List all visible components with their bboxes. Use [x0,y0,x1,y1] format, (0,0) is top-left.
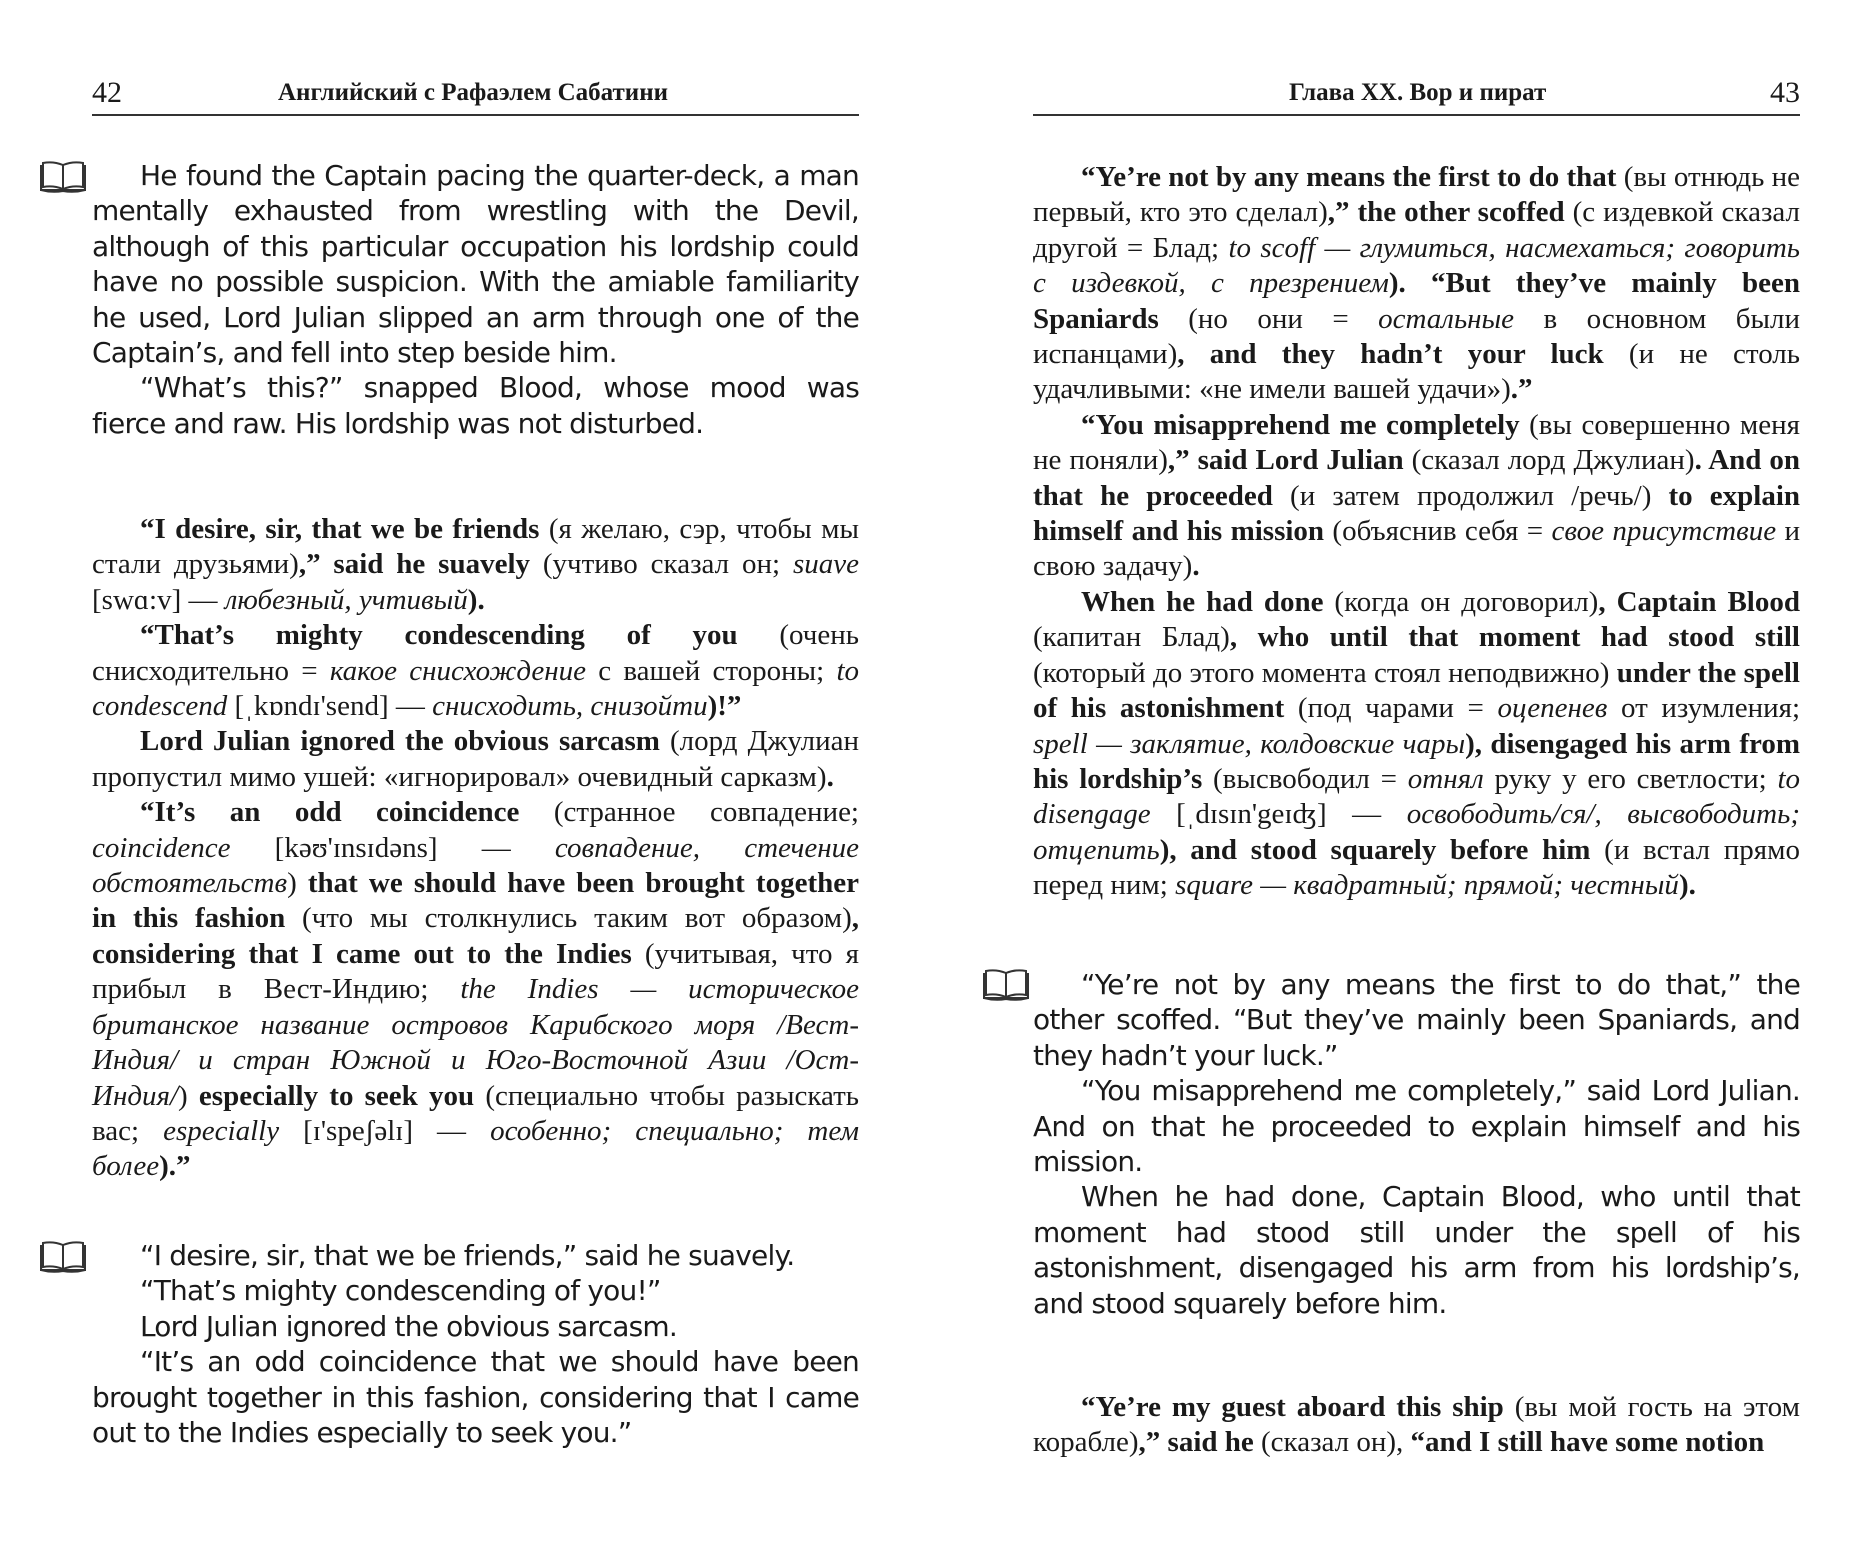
italic-gloss-segment: suave [792,548,859,581]
book-icon [38,160,88,196]
italic-gloss-segment: любезный, учтивый [224,583,468,616]
translation-segment: [ɪ'speʃəlɪ] — [279,1114,491,1147]
original-text-segment: “I desire, sir, that we be friends [140,513,540,545]
italic-gloss-segment: особенно; специально; тем более [92,1114,859,1183]
translation-segment: [kəʊ'ɪnsɪdəns] — [230,831,555,864]
original-text-segment: )!” [707,690,742,723]
translation-segment: ) [178,1079,199,1112]
translation-segment: (сказал он), [1253,1426,1411,1459]
annotated-paragraph [92,795,859,1184]
annotated-text-block [1033,1390,1800,1461]
translation-segment: (который до этого момента стоял неподвижно) [1033,656,1617,689]
italic-gloss-segment: совпадение, стечение обстоятельств [92,831,859,900]
original-text-segment: . [1192,550,1200,583]
italic-gloss-segment: снисходить, снизойти [432,690,708,723]
annotated-paragraph [1033,160,1800,408]
italic-gloss-segment: to disengage [1033,762,1800,831]
right-page [1033,0,1800,1554]
italic-gloss-segment: to scoff — глумиться, насмехаться; говорить с издевкой, с презрением [1033,231,1800,300]
original-text-segment: ), and stood squarely before him [1159,833,1591,866]
italic-gloss-segment: освободить/ся/, высвободить; отцепить [1033,798,1800,866]
translation-segment: (вы совершенно меня не поняли) [1033,408,1800,477]
left-page [92,0,859,1554]
annotated-text-block [92,512,859,1185]
italic-gloss-segment: отнял [1407,762,1484,795]
italic-gloss-segment: какое снисхождение [329,654,587,687]
original-text-segment: ). [1678,869,1696,902]
translation-segment: (что мы столкнулись таким вот образом) [285,902,852,935]
original-text-segment: ). [467,583,485,616]
translation-segment: (вы отнюдь не первый, кто это сделал) [1033,161,1800,229]
translation-segment: (и затем продолжил /речь/) [1272,479,1669,512]
original-text-segment: ). “But they’ve mainly been Spaniards [1033,267,1800,335]
translation-segment: от изумления; [1607,692,1800,725]
english-text-block [92,158,859,441]
translation-segment: и свою задачу) [1033,515,1800,583]
translation-segment: (лорд Джулиан пропустил мимо ушей: «игнорировал» очевидный сарказм) [92,725,859,793]
original-text-segment: “Ye’re not by any means the first to do that [1081,161,1617,193]
original-text-segment: especially to seek you [198,1079,475,1112]
translation-segment: (и не столь удачливыми: «не имели вашей удачи») [1033,338,1801,406]
translation-segment: (учтиво сказал он; [530,548,793,581]
annotated-paragraph [1033,1390,1800,1461]
original-text-segment: . And on that he proceeded [1033,444,1800,512]
annotated-paragraph [1033,585,1800,904]
italic-gloss-segment: spell — заклятие, колдовские чары [1033,727,1466,760]
original-text-segment: “and I still have some notion [1410,1426,1765,1459]
translation-segment: (когда он договорил) [1323,585,1599,618]
translation-segment: (сказал лорд Джулиан) [1403,444,1695,477]
paragraph: “It’s an odd coincidence that we should have been brought together in this fashion, considering that I came out to the Indies especially to seek you.” [92,1345,859,1450]
annotated-paragraph [1033,408,1800,585]
original-text-segment: that we should have been brought together in this fashion [92,867,859,935]
english-text-block [1033,967,1800,1321]
translation-segment: [swɑ:v] — [92,583,225,616]
paragraph: When he had done, Captain Blood, who until that moment had stood still under the spell of his astonishment, disengaged his arm from his lordship’s, and stood squarely before him. [1033,1180,1800,1320]
original-text-segment: “You misapprehend me completely [1081,408,1520,441]
original-text-segment: ,” said he suavely [298,548,530,581]
translation-segment: (капитан Блад) [1033,621,1230,654]
translation-segment: (странное совпадение; [519,796,859,829]
original-text-segment: “Ye’re my guest aboard this ship [1081,1391,1504,1423]
translation-segment: (я желаю, сэр, чтобы мы стали друзьями) [92,513,859,581]
paragraph: “I desire, sir, that we be friends,” said he suavely. [140,1239,795,1272]
original-text-segment: When he had done [1081,585,1324,618]
paragraph: “You misapprehend me completely,” said Lord Julian. And on that he proceeded to explain himself and his mission. [1033,1074,1800,1179]
original-text-segment: “That’s mighty condescending of you [140,619,738,652]
translation-segment: руку у его светлости; [1483,762,1778,795]
italic-gloss-segment: coincidence [92,831,231,864]
running-title: Глава XX. Вор и пират [1289,79,1547,106]
paragraph: Lord Julian ignored the obvious sarcasm. [140,1309,677,1343]
original-text-segment: , who until that moment had stood still [1229,621,1800,654]
translation-segment: [ˌdɪsɪn'geɪʤ] — [1150,798,1407,831]
original-text-segment: . [826,760,834,793]
original-text-segment: , Captain Blood [1598,585,1800,618]
page-number: 42 [92,76,122,109]
original-text-segment: ,” said Lord Julian [1167,444,1404,477]
original-text-segment: under the spell of his astonishment [1033,656,1800,725]
book-icon [981,968,1031,1004]
italic-gloss-segment: оцепенев [1497,692,1608,725]
translation-segment: с вашей стороны; [586,654,837,687]
translation-segment: (специально чтобы разыскать вас; [92,1079,859,1147]
running-title: Английский с Рафаэлем Сабатини [278,79,669,106]
italic-gloss-segment: остальные [1378,302,1515,335]
paragraph: “Ye’re not by any means the first to do that,” the other scoffed. “But they’ve mainly been Spaniards, and they hadn’t your luck.” [1033,968,1800,1072]
original-text-segment: to explain himself and his mission [1033,479,1801,548]
translation-segment: (под чарами = [1284,692,1498,725]
original-text-segment: ).” [159,1150,191,1183]
paragraph: He found the Captain pacing the quarter-deck, a man mentally exhausted from wrestling with the Devil, although of this particular occupation his lordship could have no possible suspicion. With the amiable familiarity he used, Lord Julian slipped an arm through one of the Captain’s, and fell into step beside him. [92,159,859,370]
annotated-text-block [1033,160,1800,904]
translation-segment: (учитывая, что я прибыл в Вест-Индию; [92,937,860,1006]
original-text-segment: ,” the other scoffed [1327,196,1565,229]
book-icon [38,1240,88,1276]
paragraph: “That’s mighty condescending of you!” [140,1274,661,1308]
original-text-segment: “It’s an odd coincidence [140,796,520,829]
translation-segment: (и встал прямо перед ним; [1033,833,1800,902]
annotated-paragraph [92,724,859,795]
original-text-segment: ), disengaged his arm from his lordship’s [1033,727,1801,795]
italic-gloss-segment: especially [163,1114,280,1147]
italic-gloss-segment: to condescend [92,654,860,723]
translation-segment: ) [287,867,308,900]
paragraph: “What’s this?” snapped Blood, whose mood was fierce and raw. His lordship was not disturbed. [92,371,859,440]
right-page-header [1033,74,1800,116]
annotated-paragraph [92,618,859,724]
translation-segment: в основном были испанцами) [1033,302,1800,371]
left-page-header [92,74,859,116]
translation-segment: [ˌkɒndɪ'send] — [227,690,433,723]
italic-gloss-segment: свое присутствие [1551,515,1777,548]
page-number: 43 [1770,76,1800,109]
original-text-segment: .” [1510,373,1533,406]
original-text-segment: Lord Julian ignored the obvious sarcasm [140,725,660,758]
translation-segment: (с издевкой сказал другой = Блад; [1033,196,1800,264]
translation-segment: (очень снисходительно = [92,619,859,687]
original-text-segment: , and they hadn’t your luck [1177,338,1604,371]
annotated-paragraph [92,512,859,618]
english-text-block [92,1238,859,1450]
translation-segment: (вы мой гость на этом корабле) [1033,1391,1800,1459]
original-text-segment: , considering that I came out to the Indies [92,902,859,970]
italic-gloss-segment: square — квадратный; прямой; честный [1175,869,1679,902]
translation-segment: (объяснив себя = [1324,515,1552,548]
original-text-segment: ,” said he [1138,1426,1254,1459]
italic-gloss-segment: the Indies — историческое британское название островов Карибского моря /Вест-Индия/ и стран Южной и Юго-Восточной Азии /Ост-Индия/ [92,973,859,1112]
translation-segment: (но они = [1158,302,1379,335]
translation-segment: (высвободил = [1202,762,1408,795]
